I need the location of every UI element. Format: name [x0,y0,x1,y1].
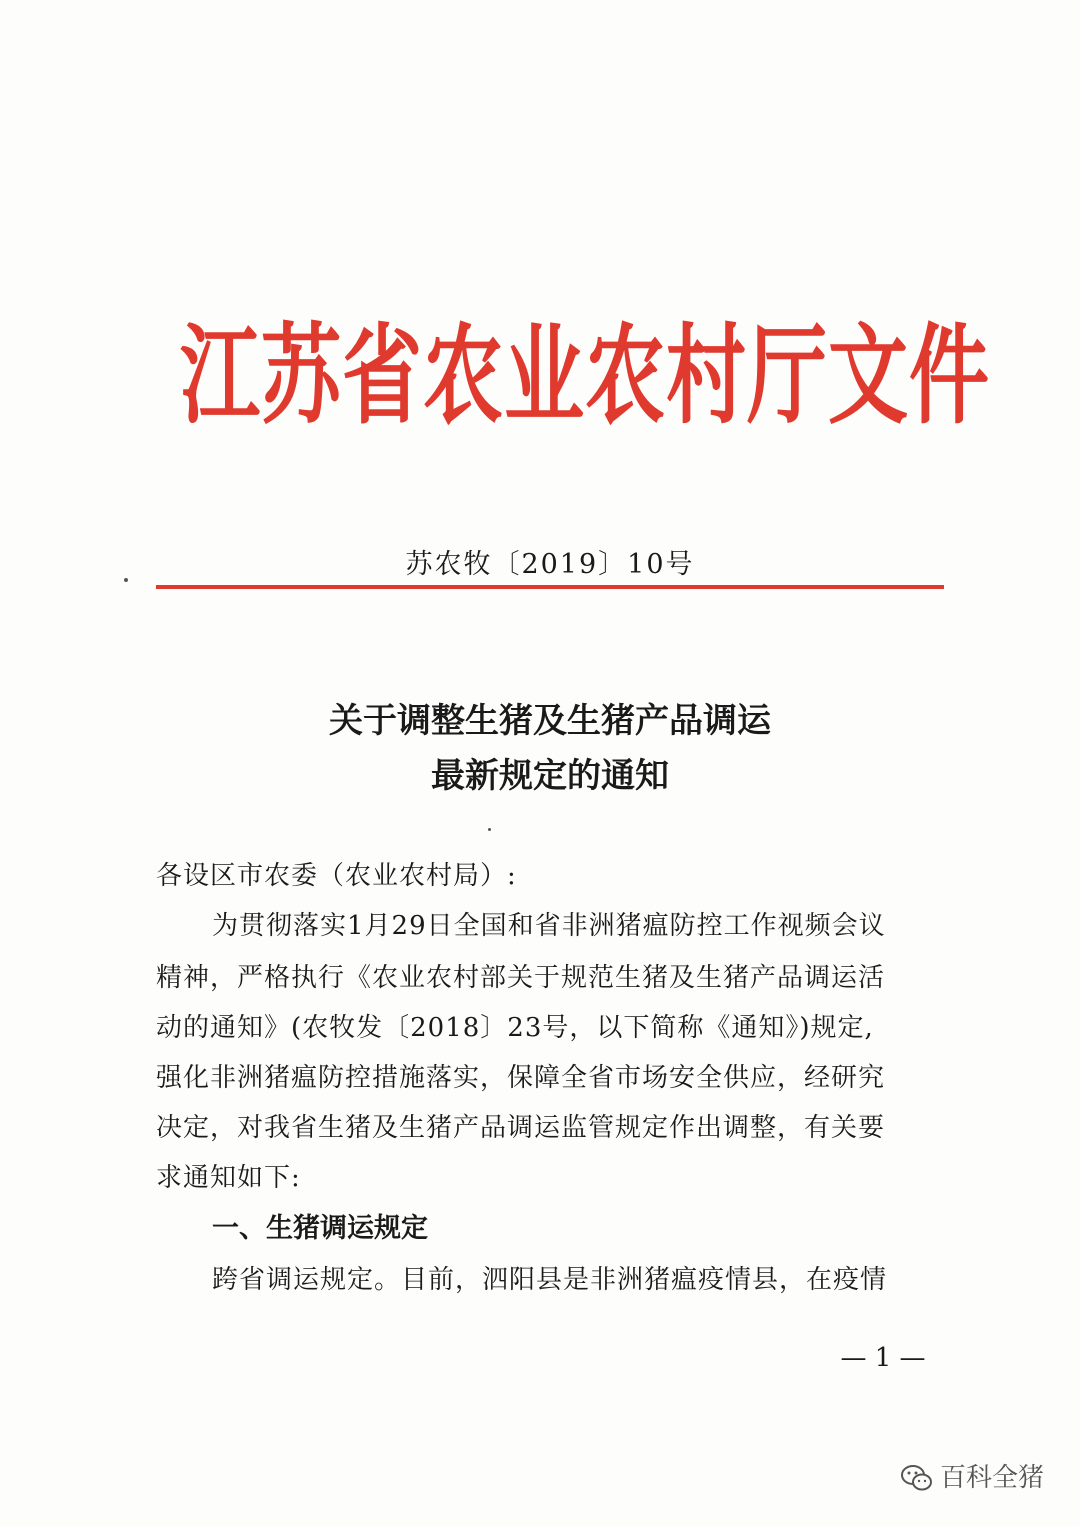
watermark [900,1458,1044,1498]
document-number: 苏农牧〔2019〕10号 [405,549,695,580]
paragraph-line: 精神，严格执行《农业农村部关于规范生猪及生猪产品调运活 [156,963,886,993]
section-heading: 一、生猪调运规定 [212,1213,428,1244]
document-header-title: 江苏省农业农村厅文件 [180,311,990,439]
notice-title-line-1: 关于调整生猪及生猪产品调运 [329,701,771,741]
page-number: — 1 — [840,1343,926,1373]
paragraph-line: 决定，对我省生猪及生猪产品调运监管规定作出调整，有关要 [156,1113,886,1143]
scan-speck [124,578,128,582]
wechat-icon [900,1463,934,1493]
scan-speck [488,828,491,831]
notice-title-line-2: 最新规定的通知 [431,756,669,796]
paragraph-line: 求通知如下: [156,1163,301,1193]
red-divider-line [156,585,944,589]
watermark-text: 百科全猪 [940,1463,1045,1493]
paragraph-line: 为贯彻落实1月29日全国和省非洲猪瘟防控工作视频会议 [212,911,886,941]
salutation: 各设区市农委（农业农村局）: [156,861,517,891]
section-text-line: 跨省调运规定。目前，泗阳县是非洲猪瘟疫情县，在疫情 [212,1265,888,1295]
paragraph-line: 动的通知》(农牧发〔2018〕23号，以下简称《通知》)规定, [156,1013,874,1043]
paragraph-line: 强化非洲猪瘟防控措施落实，保障全省市场安全供应，经研究 [156,1063,886,1093]
